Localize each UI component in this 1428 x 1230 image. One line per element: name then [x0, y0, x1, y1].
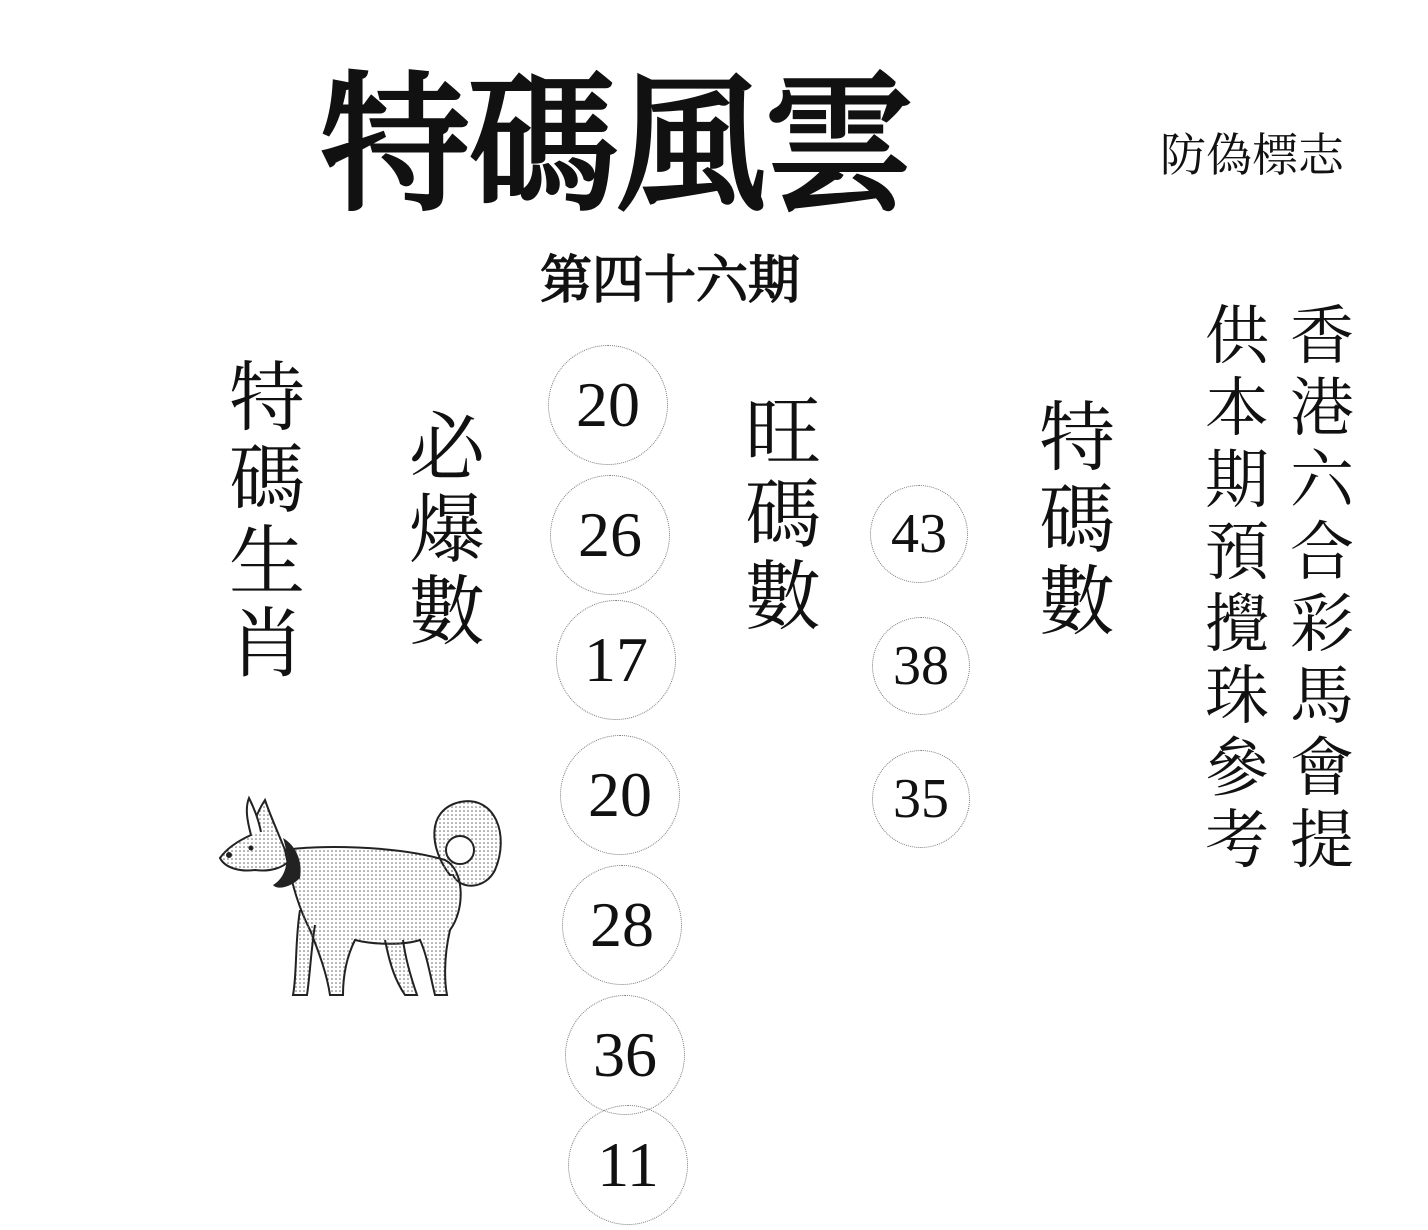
number-ball: 26	[550, 475, 670, 595]
zodiac-label-char: 特	[229, 353, 305, 442]
hot-numbers-label-char: 旺	[745, 388, 821, 477]
must-explode-label-char: 數	[409, 567, 485, 656]
notice-char: 會	[1290, 732, 1354, 806]
dog-icon	[215, 790, 515, 1010]
must-explode-label-char: 爆	[409, 485, 485, 574]
hot-numbers-label-char: 數	[745, 552, 821, 641]
number-ball: 20	[548, 345, 668, 465]
zodiac-label	[212, 353, 322, 688]
number-ball: 20	[560, 735, 680, 855]
hot-numbers-label	[728, 388, 838, 641]
notice-char: 馬	[1290, 660, 1354, 734]
notice-column-right	[1290, 300, 1354, 881]
number-ball: 11	[568, 1105, 688, 1225]
must-explode-label	[392, 403, 502, 656]
notice-char: 合	[1290, 516, 1354, 590]
notice-char: 攪	[1205, 588, 1269, 662]
notice-char: 供	[1205, 300, 1269, 374]
notice-char: 提	[1290, 804, 1354, 878]
notice-char: 珠	[1205, 660, 1269, 734]
hot-numbers-label-char: 碼	[745, 470, 821, 559]
number-ball: 28	[562, 865, 682, 985]
notice-column-left	[1205, 300, 1269, 881]
zodiac-label-char: 生	[229, 517, 305, 606]
hot-number-ball: 38	[872, 617, 970, 715]
special-numbers-label-char: 數	[1039, 557, 1115, 646]
notice-char: 預	[1205, 516, 1269, 590]
issue-number: 第四十六期	[540, 250, 801, 311]
must-explode-label-char: 必	[409, 403, 485, 492]
special-numbers-label	[1022, 393, 1132, 646]
notice-char: 期	[1205, 444, 1269, 518]
zodiac-label-char: 碼	[229, 435, 305, 524]
hot-number-ball: 35	[872, 750, 970, 848]
special-numbers-label-char: 碼	[1039, 475, 1115, 564]
notice-char: 參	[1205, 732, 1269, 806]
notice-char: 港	[1290, 372, 1354, 446]
notice-char: 六	[1290, 444, 1354, 518]
notice-char: 彩	[1290, 588, 1354, 662]
zodiac-label-char: 肖	[229, 599, 305, 688]
notice-char: 本	[1205, 372, 1269, 446]
notice-char: 香	[1290, 300, 1354, 374]
page-title: 特碼風雲	[320, 57, 913, 233]
notice-char: 考	[1205, 804, 1269, 878]
special-numbers-label-char: 特	[1039, 393, 1115, 482]
number-ball: 17	[556, 600, 676, 720]
number-ball: 36	[565, 995, 685, 1115]
security-mark-label: 防偽標志	[1160, 128, 1344, 182]
hot-number-ball: 43	[870, 485, 968, 583]
